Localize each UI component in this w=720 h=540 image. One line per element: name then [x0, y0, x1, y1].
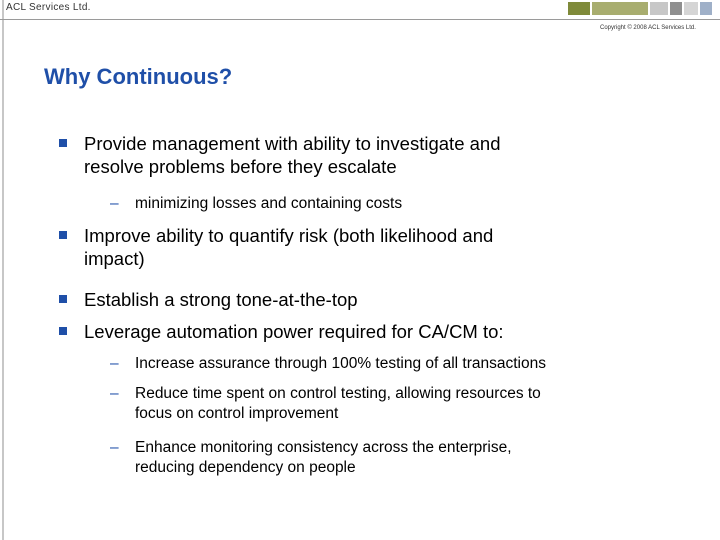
dash-bullet-icon: – [110, 439, 119, 456]
company-name: ACL Services Ltd. [6, 2, 91, 13]
square-bullet-icon [59, 295, 67, 303]
bullet-item [84, 288, 684, 311]
bullet-line: Provide management with ability to investigate and [84, 133, 501, 154]
sub-bullet-item [110, 354, 695, 374]
copyright-notice: Copyright © 2008 ACL Services Ltd. [600, 25, 696, 31]
bullet-item [84, 224, 684, 270]
bullet-line: Improve ability to quantify risk (both likelihood and [84, 225, 494, 246]
color-block [650, 2, 668, 15]
sub-bullet-line: reducing dependency on people [135, 459, 356, 476]
slide-title: Why Continuous? [44, 64, 233, 89]
square-bullet-icon [59, 139, 67, 147]
bullet-line: Establish a strong tone-at-the-top [84, 289, 358, 310]
color-block [670, 2, 682, 15]
left-border-rule [2, 0, 4, 540]
color-block [592, 2, 648, 15]
bullet-line: Leverage automation power required for CA/CM to: [84, 321, 504, 342]
bullet-line: resolve problems before they escalate [84, 156, 397, 177]
color-block [700, 2, 712, 15]
sub-bullet-item [110, 194, 695, 214]
sub-bullet-line: Enhance monitoring consistency across the enterprise, [135, 439, 512, 456]
dash-bullet-icon: – [110, 385, 119, 402]
sub-bullet-item [110, 438, 695, 478]
color-block [568, 2, 590, 15]
sub-bullet-line: Increase assurance through 100% testing of all transactions [135, 355, 546, 372]
bullet-item [84, 132, 684, 178]
sub-bullet-line: Reduce time spent on control testing, allowing resources to [135, 385, 541, 402]
bullet-line: impact) [84, 248, 145, 269]
square-bullet-icon [59, 231, 67, 239]
square-bullet-icon [59, 327, 67, 335]
bullet-item [84, 320, 684, 343]
dash-bullet-icon: – [110, 355, 119, 372]
sub-bullet-item [110, 384, 695, 424]
sub-bullet-line: focus on control improvement [135, 405, 339, 422]
header-divider [0, 19, 720, 20]
sub-bullet-line: minimizing losses and containing costs [135, 195, 403, 212]
color-block [684, 2, 698, 15]
dash-bullet-icon: – [110, 195, 119, 212]
